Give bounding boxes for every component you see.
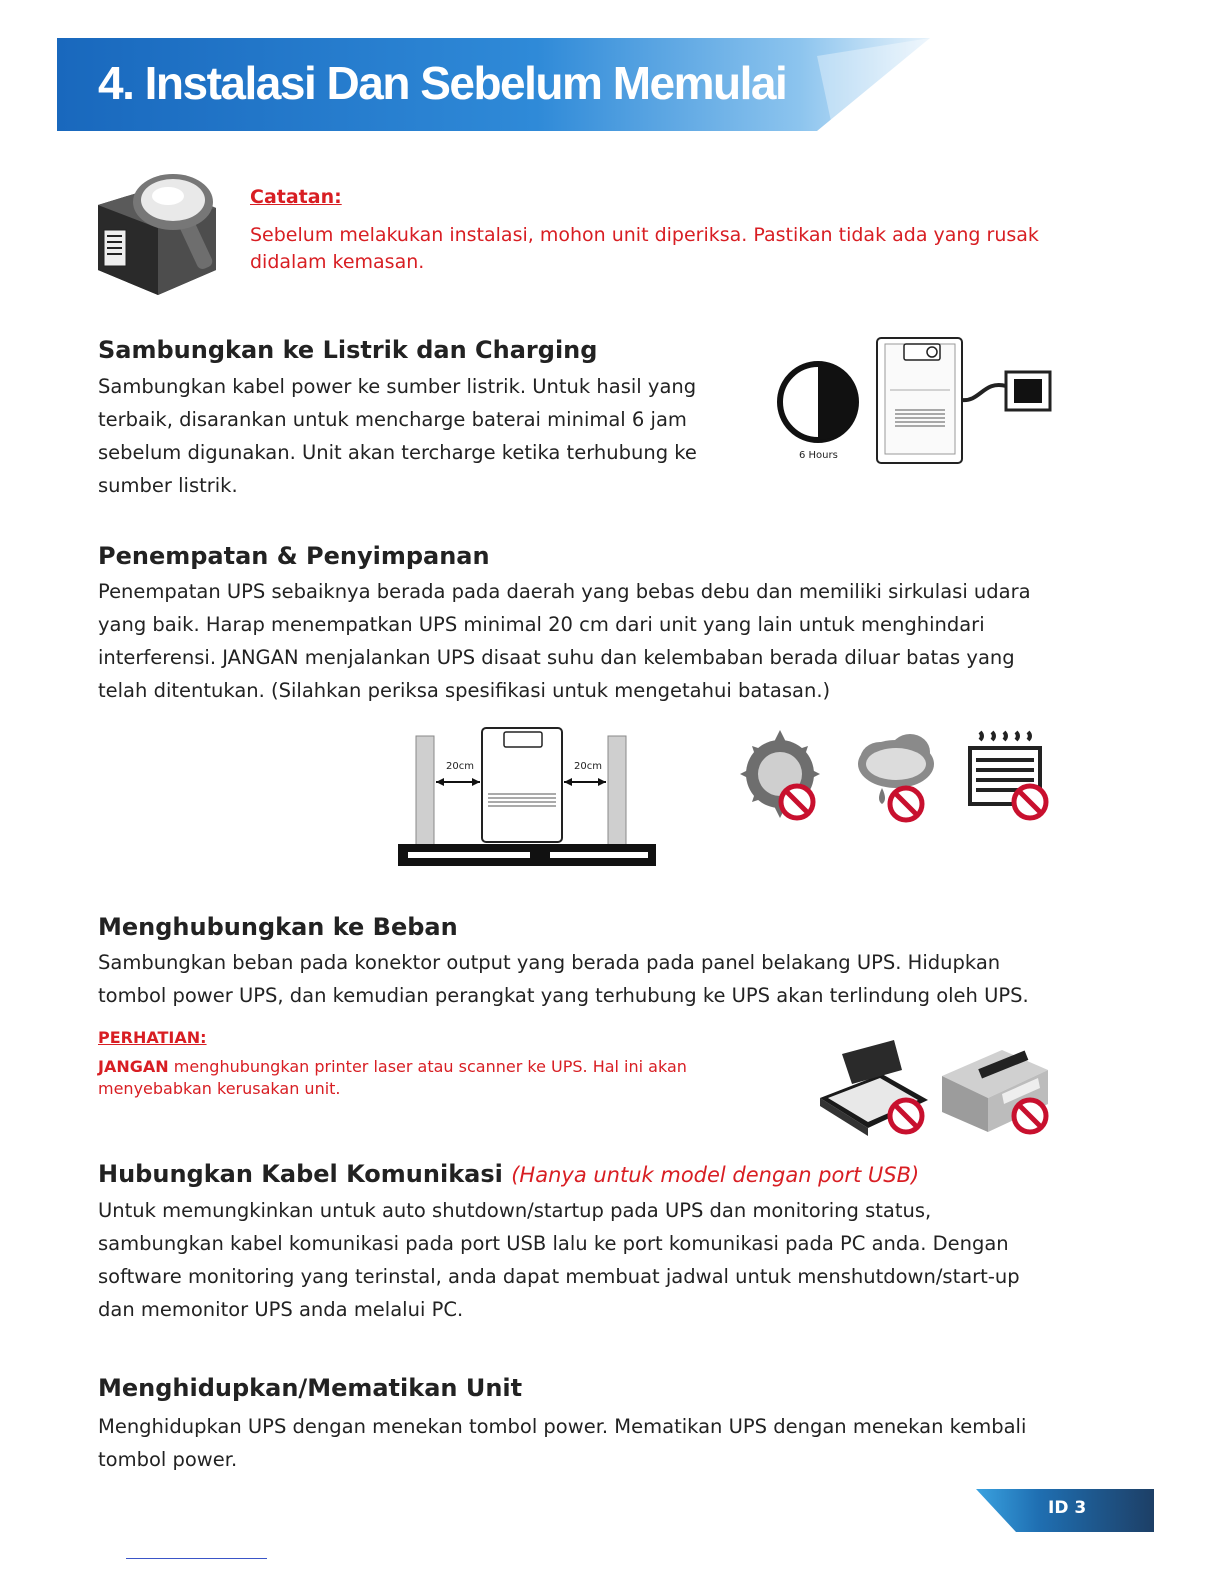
section-title-load: Menghubungkan ke Beban (98, 913, 458, 941)
section-text-load: Sambungkan beban pada konektor output yang berada pada panel belakang UPS. Hidupkan tombol power UPS, dan kemudian perangkat yang terhubung ke UPS akan terlindung oleh UPS. (98, 951, 1029, 1007)
spacing-label-left: 20cm (446, 761, 474, 772)
spacing-label-right: 20cm (574, 761, 602, 772)
warning-bold: JANGAN (98, 1057, 169, 1076)
section-subtitle-communication: (Hanya untuk model dengan port USB) (511, 1163, 920, 1187)
page-title: 4. Instalasi Dan Sebelum Memulai (98, 57, 787, 109)
magnifier-box-icon (88, 160, 238, 300)
note-text: Sebelum melakukan instalasi, mohon unit diperiksa. Pastikan tidak ada yang rusak didalam kemasan. (250, 224, 1039, 273)
section-title-charging: Sambungkan ke Listrik dan Charging (98, 336, 598, 364)
heater-icon (970, 732, 1046, 818)
heat-icon (740, 730, 820, 818)
footer-line (126, 1558, 267, 1559)
warning-body: menghubungkan printer laser atau scanner ke UPS. Hal ini akan menyebabkan kerusakan unit. (98, 1057, 687, 1098)
section-text-charging: Sambungkan kabel power ke sumber listrik. Untuk hasil yang terbaik, disarankan untuk mencharge baterai minimal 6 jam sebelum digunakan. Unit akan tercharge ketika terhubung ke sumber listrik. (98, 375, 697, 497)
environment-warning-icons (740, 730, 1060, 834)
section-title-communication (98, 1160, 919, 1188)
page-number: ID 3 (1048, 1498, 1087, 1518)
section-title-communication-text: Hubungkan Kabel Komunikasi (98, 1160, 503, 1188)
spacing-diagram (396, 724, 660, 872)
section-title-power: Menghidupkan/Mematikan Unit (98, 1374, 523, 1402)
device-warning-icons (812, 1036, 1062, 1140)
section-text-power: Menghidupkan UPS dengan menekan tombol power. Mematikan UPS dengan menekan kembali tombol power. (98, 1415, 1027, 1471)
scanner-icon (820, 1040, 928, 1136)
charging-duration-label: 6 Hours (799, 450, 838, 461)
printer-icon (942, 1050, 1048, 1132)
warning-text (98, 1056, 718, 1100)
note-label: Catatan: (250, 186, 342, 208)
section-text-placement: Penempatan UPS sebaiknya berada pada daerah yang bebas debu dan memiliki sirkulasi udara yang baik. Harap menempatkan UPS minimal 20 cm dari unit yang lain untuk menghindari interferensi. JANGAN menjalankan UPS disaat suhu dan kelembaban berada diluar batas yang telah ditentukan. (Silahkan periksa spesifikasi untuk mengetahui batasan.) (98, 580, 1031, 702)
warning-label: PERHATIAN: (98, 1028, 207, 1047)
humidity-icon (858, 734, 934, 820)
section-text-communication: Untuk memungkinkan untuk auto shutdown/startup pada UPS dan monitoring status, sambungkan kabel komunikasi pada port USB lalu ke port komunikasi pada PC anda. Dengan software monitoring yang terinstal, anda dapat membuat jadwal untuk menshutdown/start-up dan memonitor UPS anda melalui PC. (98, 1199, 1020, 1321)
charging-illustration (770, 330, 1060, 470)
section-title-placement: Penempatan & Penyimpanan (98, 542, 490, 570)
